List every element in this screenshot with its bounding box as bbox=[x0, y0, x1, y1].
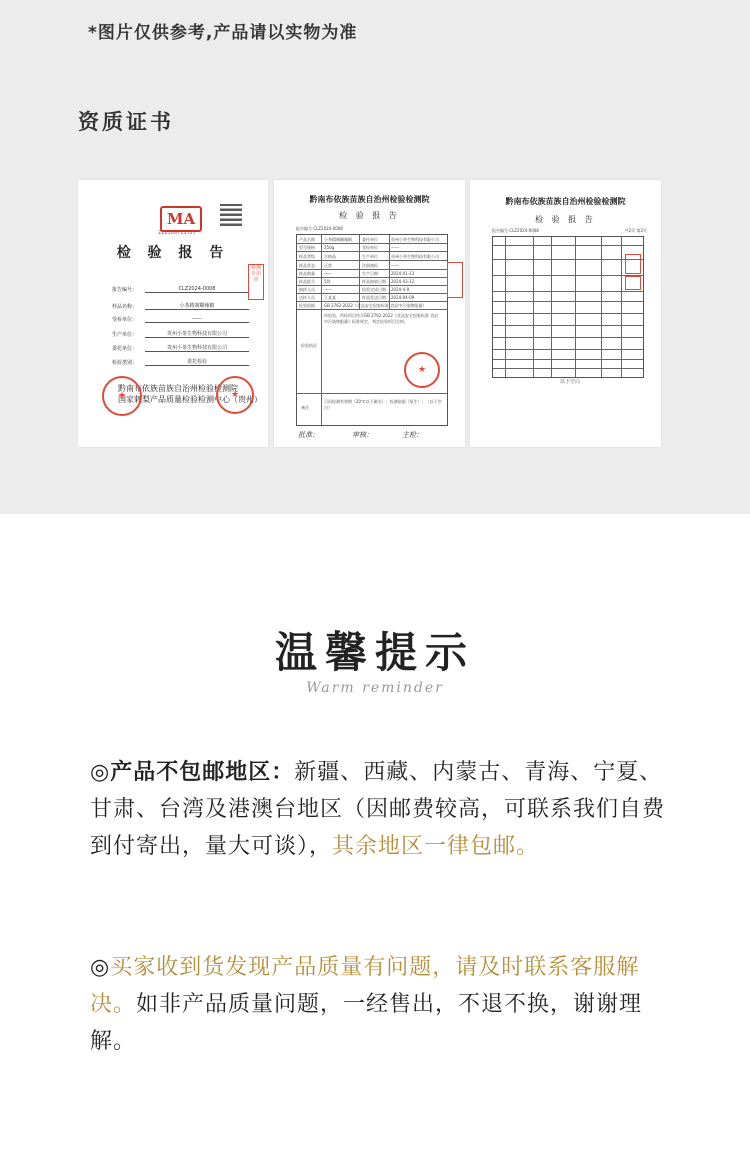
certificate-cover-image bbox=[78, 180, 268, 447]
free-shipping-highlight: 其余地区一律包邮。 bbox=[332, 834, 540, 859]
page-number: 共2页 第2页 bbox=[624, 228, 647, 233]
table-cell: 2024-04-09 bbox=[391, 295, 415, 300]
table-cell: 产品名称 bbox=[299, 237, 315, 242]
table-cell: —— bbox=[324, 287, 332, 292]
table-cell: 样品发送日期 bbox=[362, 295, 386, 300]
quality-issue-highlight: 买家收到货发现产品质量有问题，请及时联系客服解决。 bbox=[90, 955, 640, 1017]
red-seal-stamp bbox=[404, 352, 440, 388]
report-subtitle: 检 验 报 告 bbox=[339, 211, 400, 220]
red-seal-stamp bbox=[102, 376, 142, 416]
table-cell: 2024-01-13 bbox=[391, 271, 415, 276]
table-cell: 2024-03-12 bbox=[391, 279, 415, 284]
certificate-results-image bbox=[470, 180, 661, 447]
table-cell: 样品批号 bbox=[299, 279, 315, 284]
table-cell: 抽样人员 bbox=[299, 287, 315, 292]
institute-name: 黔南布依族苗族自治州检验检测院 bbox=[505, 196, 626, 206]
table-cell: 委托单位 bbox=[362, 237, 378, 242]
report-title: 检 验 报 告 bbox=[116, 245, 230, 261]
inspected-unit-row: 受检单位： —— bbox=[112, 316, 249, 323]
table-cell: 生产单位 bbox=[362, 254, 378, 259]
table-cell: 检验完成日期 bbox=[362, 287, 386, 292]
table-cell: 合格品 bbox=[324, 254, 336, 259]
table-cell: 受检单位 bbox=[362, 245, 378, 250]
no-free-shipping-label: 产品不包邮地区： bbox=[110, 760, 295, 785]
report-number: 报告编号 CLZ2024-0008 bbox=[296, 226, 343, 231]
excluded-regions-text: 新疆、西藏、内蒙古、青海、宁夏、甘肃、台湾及港澳台地区（因邮费较高，可联系我们自费到付寄出，量大可谈）， bbox=[90, 760, 666, 859]
inspector-signature: 主检： bbox=[402, 431, 423, 439]
remarks-label: 备注 bbox=[301, 405, 309, 410]
no-return-text: 如非产品质量问题，一经售出，不退不换，谢谢理解。 bbox=[90, 992, 643, 1054]
table-cell: 王某某 bbox=[324, 295, 336, 300]
table-cell: 5袋 bbox=[324, 279, 331, 284]
table-cell: 2024-4-9 bbox=[391, 287, 410, 292]
report-number-row: 报告编号： CLZ2024-0008 bbox=[112, 286, 249, 293]
certificate-summary-image bbox=[274, 180, 465, 447]
side-stamp bbox=[447, 262, 463, 298]
shipping-notice bbox=[90, 754, 670, 865]
red-stamp bbox=[625, 254, 641, 274]
warm-reminder-title: 温馨提示 bbox=[274, 628, 475, 677]
report-number: 报告编号 CLZ2024-0008 bbox=[492, 228, 539, 233]
bullet-mark: ◎ bbox=[90, 760, 111, 785]
table-cell: GB 2762-2022《食品安全国家标准 食品中污染物限量》 bbox=[324, 303, 427, 308]
bullet-mark: ◎ bbox=[90, 955, 111, 980]
table-cell: 250g bbox=[324, 245, 335, 250]
table-cell: 生产日期 bbox=[362, 271, 378, 276]
table-cell: 检验依据 bbox=[299, 303, 315, 308]
sample-name-row: 样品名称： 小茶精制糊辣椒 bbox=[112, 302, 249, 310]
qr-code-icon bbox=[220, 204, 242, 226]
table-cell: 样品数量 bbox=[299, 271, 315, 276]
cma-logo: MA bbox=[160, 206, 202, 232]
table-cell: 注册商标 bbox=[362, 263, 378, 268]
table-cell: 贵州小茶生物科技有限公司 bbox=[391, 237, 439, 242]
table-cell: —— bbox=[391, 245, 399, 250]
client-row: 委托单位： 贵州小茶生物科技有限公司 bbox=[112, 344, 249, 352]
table-cell: —— bbox=[324, 271, 332, 276]
table-cell: 送样人员 bbox=[299, 295, 315, 300]
side-stamp: 检测专用章 bbox=[248, 264, 264, 300]
conclusion-label: 检验结论 bbox=[301, 343, 317, 348]
table-cell: 样品状态 bbox=[299, 263, 315, 268]
approver-signature: 批准： bbox=[298, 431, 319, 439]
cma-number: 212300711727 bbox=[158, 230, 197, 236]
table-cell: 样品接收日期 bbox=[362, 279, 386, 284]
table-cell: 型号规格 bbox=[299, 245, 315, 250]
table-cell: —— bbox=[391, 263, 399, 268]
table-cell: 正常 bbox=[324, 263, 332, 268]
table-cell: 贵州小茶生物科技有限公司 bbox=[391, 254, 439, 259]
red-stamp bbox=[625, 276, 641, 290]
conclusion-text: 经检验，所检项目符合GB 2762-2022《食品安全国家标准 食品中污染物限量》标准规定，判定检验项目合格。 bbox=[324, 313, 439, 324]
results-table bbox=[492, 236, 644, 378]
warm-reminder-subtitle: Warm reminder bbox=[306, 680, 444, 696]
institute-name: 黔南布依族苗族自治州检验检测院 bbox=[309, 194, 430, 204]
reviewer-signature: 审核： bbox=[352, 431, 373, 439]
section-title: 资质证书 bbox=[78, 110, 174, 134]
red-seal-stamp bbox=[216, 376, 254, 414]
issuing-organization: 黔南布依族苗族自治州检验检测院 国家刺梨产品质量检验检测中心（贵州） bbox=[118, 384, 262, 404]
report-subtitle: 检 验 报 告 bbox=[535, 215, 596, 224]
remarks-text: 可再检测有效期（20℃以下避光）；检测依据（原生）；（以下空白） bbox=[324, 399, 442, 410]
table-cell: 小茶精制糊辣椒 bbox=[324, 237, 352, 242]
quality-notice bbox=[90, 949, 670, 1060]
producer-row: 生产单位： 贵州小茶生物科技有限公司 bbox=[112, 330, 249, 338]
table-cell: 样品等级 bbox=[299, 254, 315, 259]
qualification-section bbox=[0, 0, 750, 514]
end-note: 以下空白 bbox=[560, 379, 581, 385]
summary-table bbox=[296, 234, 448, 426]
inspection-type-row: 检验类别： 委托检验 bbox=[112, 358, 249, 366]
disclaimer-text: *图片仅供参考,产品请以实物为准 bbox=[88, 23, 358, 43]
